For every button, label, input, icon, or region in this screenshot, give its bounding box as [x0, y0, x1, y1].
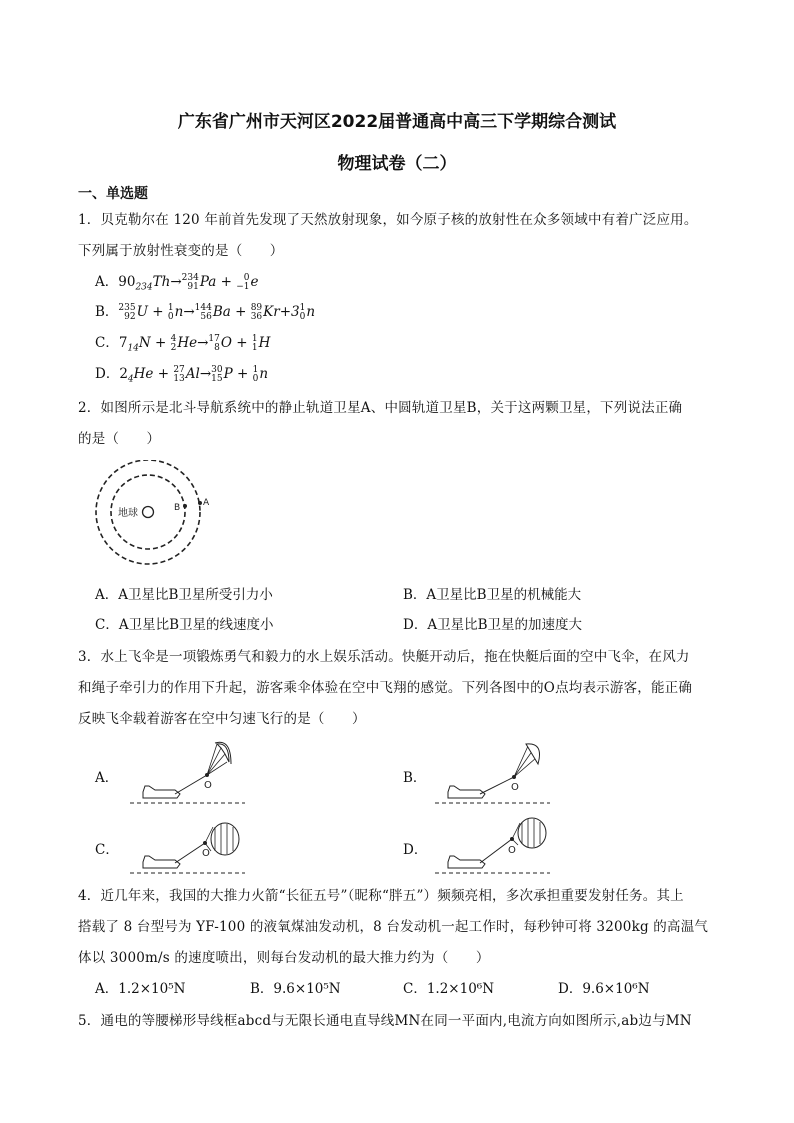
satellite-b-dot	[183, 504, 187, 508]
q2-stem-line1: 2．如图所示是北斗导航系统中的静止轨道卫星A、中圆轨道卫星B，关于这两颗卫星，下列说法正确	[78, 400, 683, 416]
q1-stem-line2: 下列属于放射性衰变的是（ ）	[78, 243, 284, 259]
satellite-a-dot	[198, 501, 202, 505]
boat-icon	[448, 856, 485, 868]
q1-option-c-label: C．	[95, 335, 119, 351]
q4-stem-line3: 体以 3000m/s 的速度喷出，则每台发动机的最大推力约为（ ）	[78, 950, 490, 966]
section-heading: 一、单选题	[78, 186, 148, 202]
q1-option-c-formula: $7_{14}N + 4$ 2He→17 8O + 1 1H	[118, 333, 271, 354]
q3-option-d-label[interactable]: D．	[403, 842, 428, 858]
q1-option-b-formula: 235 92U + 1 0n→144 56Ba + 89 36Kr+31 0n	[118, 302, 316, 322]
point-o-label: O	[202, 848, 210, 859]
earth-label: 地球	[118, 508, 138, 519]
q2-option-b[interactable]: B．A卫星比B卫星的机械能大	[403, 587, 582, 603]
q3-figure-d	[430, 815, 560, 880]
q3-option-c-label[interactable]: C．	[95, 842, 119, 858]
exam-title: 广东省广州市天河区2022届普通高中高三下学期综合测试	[177, 112, 617, 132]
q1-option-d[interactable]	[95, 362, 268, 385]
q1-option-b-label: B．	[95, 304, 119, 320]
q1-option-c[interactable]	[95, 331, 270, 354]
q5-stem-line1: 5．通电的等腰梯形导线框abcd与无限长通电直导线MN在同一平面内,电流方向如图所示,ab边与MN	[78, 1013, 692, 1029]
orbit-diagram	[90, 460, 220, 570]
q2-stem-line2: 的是（ ）	[78, 431, 161, 447]
q4-stem-line1: 4．近几年来，我国的大推力火箭“长征五号”（昵称“胖五”）频频亮相，多次承担重要发射任务。其上	[78, 888, 684, 904]
boat-icon	[143, 786, 180, 798]
satellite-a-label: A	[203, 498, 210, 508]
q3-figure-c	[125, 815, 255, 880]
q1-option-d-formula: $2_4He + 27$ 13Al→30 15P + 1 0n	[119, 364, 269, 385]
q4-option-b[interactable]: B．9.6×10⁵N	[250, 981, 341, 997]
q1-option-a-label: A．	[95, 274, 119, 290]
q4-option-a[interactable]: A．1.2×10⁵N	[95, 981, 186, 997]
q4-stem-line2: 搭载了 8 台型号为 YF-100 的液氧煤油发动机，8 台发动机一起工作时，每秒钟可将 3200kg 的高温气	[78, 919, 709, 935]
q1-option-a[interactable]	[95, 270, 259, 293]
q1-option-b[interactable]	[95, 300, 315, 322]
q3-option-b-label[interactable]: B．	[403, 770, 427, 786]
q3-stem-line1: 3．水上飞伞是一项锻炼勇气和毅力的水上娱乐活动。快艇开动后，拖在快艇后面的空中飞伞，在风力	[78, 649, 690, 665]
satellite-b-label: B	[174, 503, 181, 513]
boat-icon	[448, 786, 485, 798]
q2-option-c[interactable]: C．A卫星比B卫星的线速度小	[95, 617, 274, 633]
boat-icon	[143, 856, 180, 868]
q1-option-a-formula: $90_{234}Th\to 234$ 91Pa + 0 −1e	[118, 272, 259, 293]
q1-option-d-label: D．	[95, 366, 120, 382]
q3-stem-line2: 和绳子牵引力的作用下升起，游客乘伞体验在空中飞翔的感觉。下列各图中的O点均表示游客，能正确	[78, 680, 693, 696]
exam-subtitle: 物理试卷（二）	[337, 154, 457, 174]
q1-stem-line1: 1．贝克勒尔在 120 年前首先发现了天然放射现象，如今原子核的放射性在众多领域中有着广泛应用。	[78, 212, 698, 228]
point-o-label: O	[204, 780, 212, 791]
q3-stem-line3: 反映飞伞载着游客在空中匀速飞行的是（ ）	[78, 711, 366, 727]
q4-option-d[interactable]: D．9.6×10⁶N	[558, 981, 650, 997]
q2-option-d[interactable]: D．A卫星比B卫星的加速度大	[403, 617, 582, 633]
q3-option-a-label[interactable]: A．	[95, 770, 119, 786]
q2-option-a[interactable]: A．A卫星比B卫星所受引力小	[95, 587, 273, 603]
q4-option-c[interactable]: C．1.2×10⁶N	[403, 981, 495, 997]
point-o-label: O	[508, 845, 516, 856]
point-o-label: O	[511, 782, 519, 793]
q3-figure-b	[430, 740, 560, 810]
earth-circle	[143, 507, 154, 518]
q3-figure-a	[125, 740, 255, 810]
